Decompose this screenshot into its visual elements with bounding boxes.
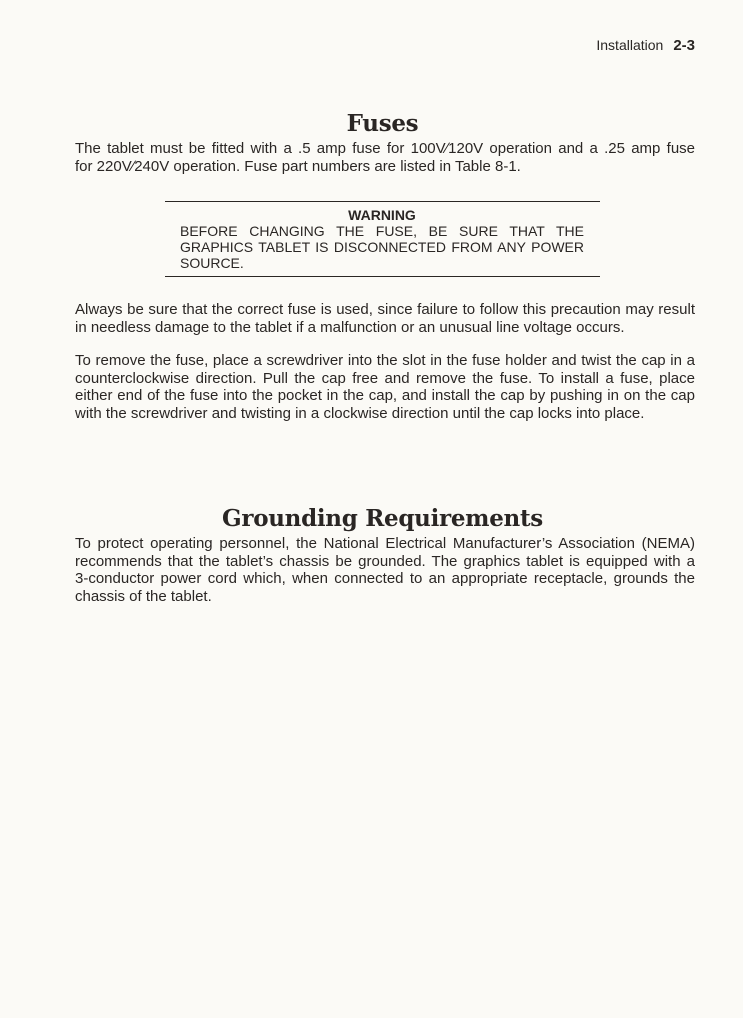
fuses-intro xyxy=(75,140,695,175)
text-line: The tablet must be fitted with a .5 amp fuse for 100V∕120V operation and a .25 amp fuse xyxy=(75,140,695,157)
running-header xyxy=(596,37,695,54)
text-line: 3-conductor power cord which, when connected to an appropriate receptacle, grounds the xyxy=(75,570,695,587)
warning-box xyxy=(180,207,584,271)
warning-bottom-rule xyxy=(165,276,600,277)
text-line: counterclockwise direction. Pull the cap free and remove the fuse. To install a fuse, place xyxy=(75,369,695,387)
grounding-paragraph xyxy=(75,535,695,605)
section-name: Installation xyxy=(596,37,664,53)
text-line: either end of the fuse into the pocket in the cap, and install the cap by pushing in on the cap xyxy=(75,387,695,404)
warning-title: WARNING xyxy=(348,207,416,223)
warning-line: GRAPHICS TABLET IS DISCONNECTED FROM ANY POWER xyxy=(180,239,584,255)
text-line: with the screwdriver and twisting in a clockwise direction until the cap locks into place. xyxy=(75,404,645,422)
warning-line: BEFORE CHANGING THE FUSE, BE SURE THAT THE xyxy=(180,223,584,239)
procedure-paragraph xyxy=(75,352,695,422)
page-number: 2-3 xyxy=(673,37,695,54)
text-line: Always be sure that the correct fuse is used, since failure to follow this precaution may result xyxy=(75,301,695,318)
fuses-heading: Fuses xyxy=(346,110,419,137)
warning-top-rule xyxy=(165,201,600,202)
text-line: chassis of the tablet. xyxy=(75,587,212,605)
text-line: for 220V∕240V operation. Fuse part numbers are listed in Table 8-1. xyxy=(75,157,521,175)
text-line: in needless damage to the tablet if a malfunction or an unusual line voltage occurs. xyxy=(75,318,625,336)
text-line: To remove the fuse, place a screwdriver into the slot in the fuse holder and twist the cap in a xyxy=(75,352,695,369)
grounding-heading: Grounding Requirements xyxy=(222,505,543,532)
text-line: To protect operating personnel, the National Electrical Manufacturer’s Association (NEMA) xyxy=(75,535,695,552)
caution-paragraph xyxy=(75,301,695,336)
text-line: recommends that the tablet’s chassis be grounded. The graphics tablet is equipped with a xyxy=(75,552,695,570)
warning-line: SOURCE. xyxy=(180,255,244,271)
